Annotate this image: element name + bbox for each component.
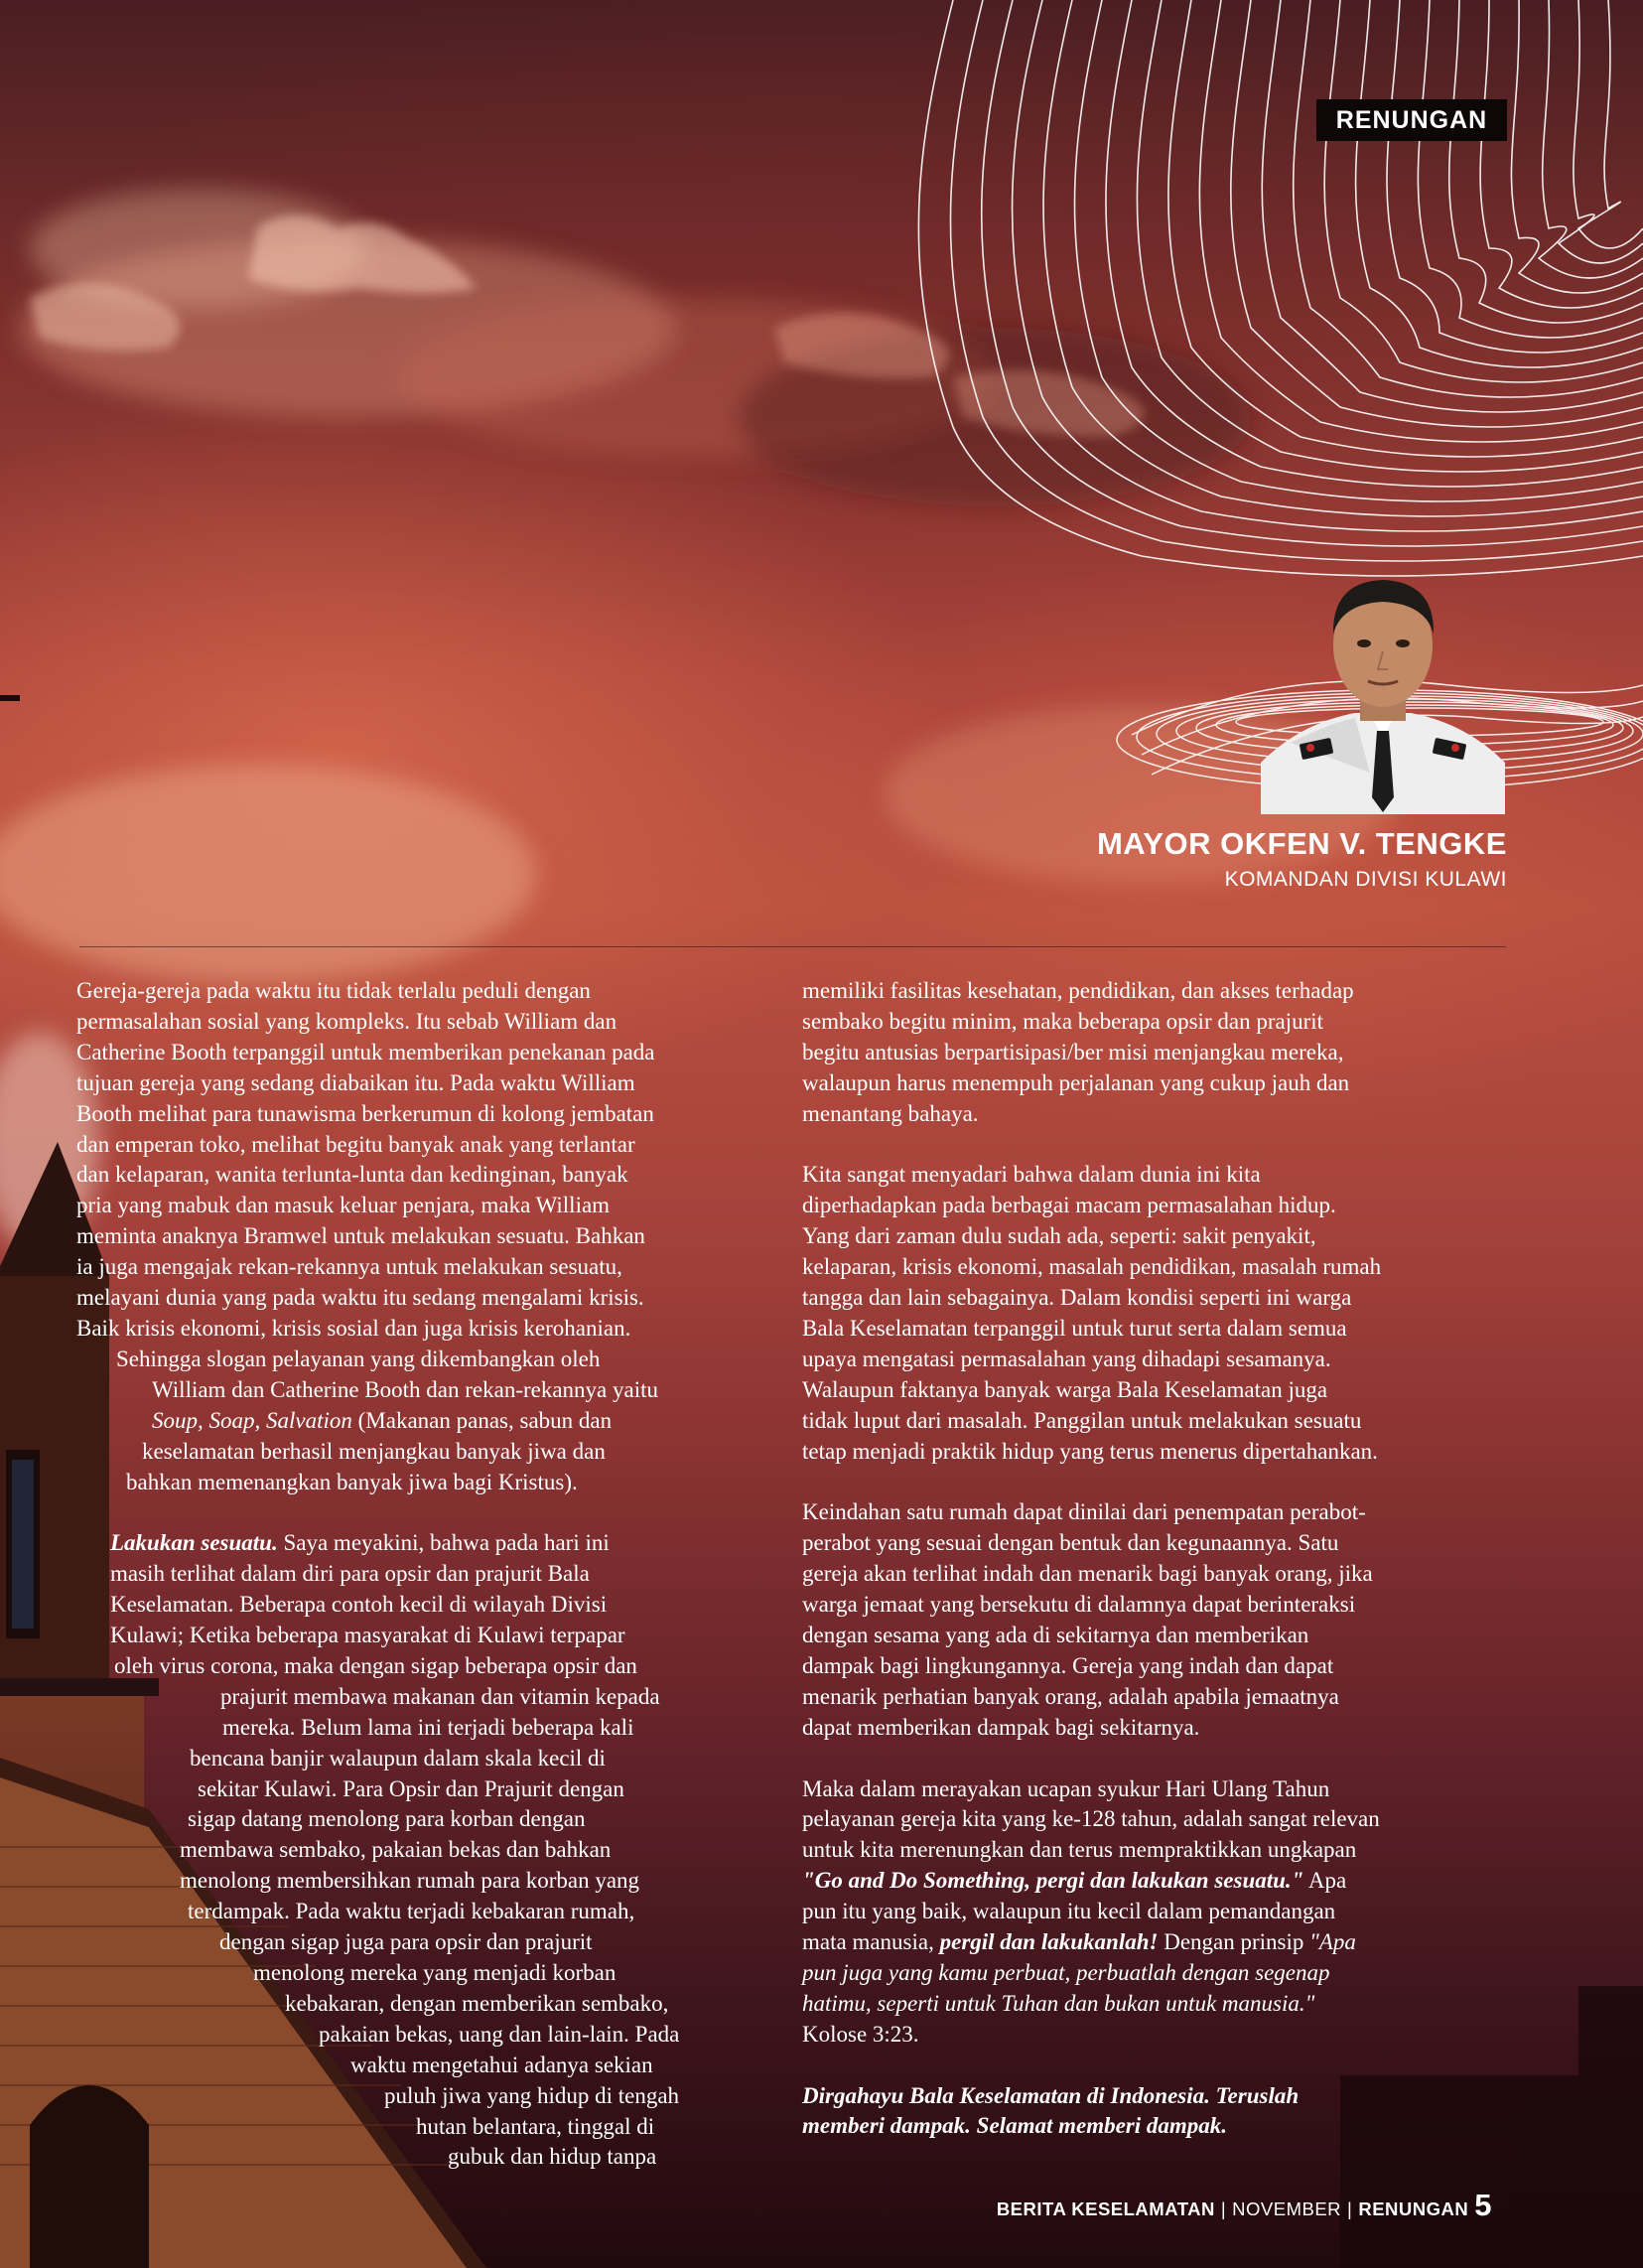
body-text: untuk kita merenungkan dan terus mempraktikkan ungkapan <box>802 1837 1357 1863</box>
body-text: (Makanan panas, sabun dan <box>351 1407 613 1433</box>
body-text: Keselamatan. Beberapa contoh kecil di wilayah Divisi <box>110 1592 608 1618</box>
text-line <box>76 2142 801 2173</box>
body-text: Catherine Booth terpanggil untuk memberikan penekanan pada <box>76 1039 655 1064</box>
article-column-left <box>76 976 801 2173</box>
emphasis-text: Dirgahayu Bala Keselamatan di Indonesia. Teruslah <box>802 2082 1300 2108</box>
paragraph-gap <box>76 1497 801 1528</box>
text-line <box>76 1528 801 1559</box>
body-text: Bala Keselamatan terpanggil untuk turut serta dalam semua <box>802 1315 1347 1341</box>
text-line <box>76 2112 801 2143</box>
body-text: tidak luput dari masalah. Panggilan untuk melakukan sesuatu <box>802 1407 1362 1433</box>
body-text: Keindahan satu rumah dapat dinilai dari penempatan perabot- <box>802 1499 1366 1525</box>
text-line <box>802 1099 1507 1130</box>
text-line <box>76 1375 801 1406</box>
text-line <box>76 1682 801 1713</box>
body-text: Kolose 3:23. <box>802 2021 919 2047</box>
emphasis-text: hatimu, seperti untuk Tuhan dan bukan untuk manusia." <box>802 1990 1315 2016</box>
text-line <box>76 1007 801 1038</box>
body-text: menolong mereka yang menjadi korban <box>253 1959 616 1985</box>
text-line <box>802 1897 1507 1927</box>
body-text: waktu mengetahui adanya sekian <box>350 2052 653 2077</box>
body-text: membawa sembako, pakaian bekas dan bahkan <box>180 1837 612 1863</box>
page-number: 5 <box>1474 2188 1492 2222</box>
text-line <box>76 2020 801 2051</box>
text-line <box>802 1252 1507 1283</box>
text-line <box>802 2111 1507 2142</box>
text-line <box>802 1866 1507 1897</box>
body-text: masih terlihat dalam diri para opsir dan prajurit Bala <box>110 1561 590 1587</box>
body-text: tujuan gereja yang sedang diabaikan itu. Pada waktu William <box>76 1069 635 1095</box>
body-text: Sehingga slogan pelayanan yang dikembangkan oleh <box>116 1346 601 1371</box>
footer-magazine: BERITA KESELAMATAN <box>996 2198 1215 2219</box>
author-role: KOMANDAN DIVISI KULAWI <box>1224 868 1507 891</box>
body-text: Dengan prinsip <box>1158 1929 1310 1955</box>
text-line <box>76 1989 801 2020</box>
emphasis-text: Lakukan sesuatu. <box>110 1530 278 1556</box>
body-text: hutan belantara, tinggal di <box>416 2113 655 2139</box>
body-text: Kulawi; Ketika beberapa masyarakat di Kulawi terpapar <box>110 1623 625 1648</box>
text-line <box>76 1099 801 1130</box>
body-text: terdampak. Pada waktu terjadi kebakaran rumah, <box>188 1899 635 1924</box>
body-text: menolong membersihkan rumah para korban yang <box>180 1868 640 1894</box>
body-text: Apa <box>1303 1868 1347 1894</box>
text-line <box>76 1958 801 1989</box>
text-line <box>802 1160 1507 1191</box>
body-text: keselamatan berhasil menjangkau banyak jiwa dan <box>142 1438 606 1464</box>
body-text: Maka dalam merayakan ucapan syukur Hari Ulang Tahun <box>802 1775 1330 1801</box>
text-line <box>802 2020 1507 2051</box>
body-text: Baik krisis ekonomi, krisis sosial dan juga krisis kerohanian. <box>76 1315 631 1341</box>
paragraph-gap <box>802 1467 1507 1497</box>
text-line <box>802 1191 1507 1221</box>
author-name: MAYOR OKFEN V. TENGKE <box>1096 826 1507 861</box>
footer-separator: | <box>1220 2198 1227 2219</box>
text-line <box>76 1191 801 1221</box>
text-line <box>802 1774 1507 1805</box>
text-line <box>76 1252 801 1283</box>
body-text: dengan sesama yang ada di sekitarnya dan memberikan <box>802 1623 1309 1647</box>
body-text: tetap menjadi praktik hidup yang terus menerus dipertahankan. <box>802 1438 1378 1464</box>
text-line <box>76 2081 801 2112</box>
section-divider <box>79 946 1506 947</box>
body-text: gereja akan terlihat indah dan menarik bagi banyak orang, jika <box>802 1561 1373 1587</box>
text-line <box>76 1897 801 1927</box>
text-line <box>802 1559 1507 1590</box>
emphasis-text: pun juga yang kamu perbuat, perbuatlah dengan segenap <box>802 1959 1330 1985</box>
text-line <box>76 1804 801 1835</box>
body-text: walaupun harus menempuh perjalanan yang cukup jauh dan <box>802 1069 1350 1095</box>
text-line <box>802 1528 1507 1559</box>
body-text: oleh virus corona, maka dengan sigap beberapa opsir dan <box>114 1652 637 1678</box>
body-text: gubuk dan hidup tanpa <box>448 2144 657 2170</box>
body-text: tangga dan lain sebagainya. Dalam kondisi seperti ini warga <box>802 1285 1352 1311</box>
text-line <box>76 1559 801 1590</box>
text-line <box>76 1744 801 1774</box>
text-line <box>76 1130 801 1161</box>
body-text: menarik perhatian banyak orang, adalah apabila jemaatnya <box>802 1683 1339 1709</box>
body-text: diperhadapkan pada berbagai macam permasalahan hidup. <box>802 1193 1336 1218</box>
emphasis-text: "Go and Do Something, pergi dan lakukan sesuatu." <box>802 1868 1304 1894</box>
text-line <box>76 1835 801 1866</box>
text-line <box>76 1283 801 1314</box>
body-text: Kita sangat menyadari bahwa dalam dunia ini kita <box>802 1162 1261 1188</box>
emphasis-text: Soup, Soap, Salvation <box>152 1407 352 1433</box>
body-text: begitu antusias berpartisipasi/ber misi menjangkau mereka, <box>802 1039 1344 1064</box>
paragraph-gap <box>802 1744 1507 1774</box>
text-line <box>802 1437 1507 1468</box>
text-line <box>76 1314 801 1345</box>
body-text: bahkan memenangkan banyak jiwa bagi Kristus). <box>126 1469 578 1494</box>
body-text: melayani dunia yang pada waktu itu sedang mengalami krisis. <box>76 1285 644 1311</box>
page-footer <box>997 2188 1492 2223</box>
body-text: puluh jiwa yang hidup di tengah <box>384 2082 680 2108</box>
body-text: perabot yang sesuai dengan bentuk dan kegunaannya. Satu <box>802 1530 1339 1556</box>
section-tag: RENUNGAN <box>1316 99 1507 141</box>
text-line <box>802 1835 1507 1866</box>
body-text: dan emperan toko, melihat begitu banyak anak yang terlantar <box>76 1131 635 1157</box>
text-line <box>76 1068 801 1099</box>
text-line <box>802 1221 1507 1252</box>
text-line <box>802 1958 1507 1989</box>
body-text: sembako begitu minim, maka beberapa opsir dan prajurit <box>802 1008 1324 1034</box>
body-text: mereka. Belum lama ini terjadi beberapa kali <box>222 1714 634 1740</box>
emphasis-text: pergil dan lakukanlah! <box>939 1929 1159 1955</box>
text-line <box>76 976 801 1007</box>
body-text: prajurit membawa makanan dan vitamin kepada <box>220 1683 660 1709</box>
paragraph-gap <box>802 2051 1507 2081</box>
body-text: dan kelaparan, wanita terlunta-lunta dan kedinginan, banyak <box>76 1162 628 1188</box>
body-text: Booth melihat para tunawisma berkerumun di kolong jembatan <box>76 1100 654 1126</box>
paragraph-gap <box>802 1130 1507 1161</box>
text-line <box>76 2051 801 2081</box>
text-line <box>802 1713 1507 1744</box>
body-text: Yang dari zaman dulu sudah ada, seperti: sakit penyakit, <box>802 1223 1316 1249</box>
text-line <box>76 1160 801 1191</box>
text-line <box>802 1804 1507 1835</box>
text-line <box>76 1437 801 1468</box>
text-line <box>802 1283 1507 1314</box>
body-text: kebakaran, dengan memberikan sembako, <box>285 1990 669 2016</box>
article-column-right <box>802 976 1507 2142</box>
text-line <box>802 1068 1507 1099</box>
body-text: Gereja-gereja pada waktu itu tidak terlalu peduli dengan <box>76 978 591 1003</box>
body-text: sigap datang menolong para korban dengan <box>188 1806 586 1832</box>
text-line <box>802 1345 1507 1375</box>
text-line <box>802 2081 1507 2112</box>
body-text: ia juga mengajak rekan-rekannya untuk melakukan sesuatu, <box>76 1254 622 1280</box>
text-line <box>802 1375 1507 1406</box>
body-text: menantang bahaya. <box>802 1100 979 1126</box>
body-text: meminta anaknya Bramwel untuk melakukan sesuatu. Bahkan <box>76 1223 645 1249</box>
text-line <box>802 1038 1507 1068</box>
text-line <box>76 1345 801 1375</box>
text-line <box>802 1989 1507 2020</box>
body-text: permasalahan sosial yang kompleks. Itu sebab William dan <box>76 1008 617 1034</box>
text-line <box>76 1621 801 1651</box>
text-line <box>76 1590 801 1621</box>
body-text: mata manusia, <box>802 1929 940 1955</box>
text-line <box>802 1007 1507 1038</box>
text-line <box>76 1406 801 1437</box>
body-text: memiliki fasilitas kesehatan, pendidikan, dan akses terhadap <box>802 978 1354 1003</box>
text-line <box>76 1038 801 1068</box>
body-text: pun itu yang baik, walaupun itu kecil dalam pemandangan <box>802 1899 1336 1924</box>
text-line <box>802 1590 1507 1621</box>
text-line <box>802 976 1507 1007</box>
body-text: sekitar Kulawi. Para Opsir dan Prajurit dengan <box>198 1775 624 1801</box>
text-line <box>76 1468 801 1498</box>
body-text: Walaupun faktanya banyak warga Bala Keselamatan juga <box>802 1376 1328 1402</box>
body-text: pakaian bekas, uang dan lain-lain. Pada <box>319 2021 680 2047</box>
body-text: upaya mengatasi permasalahan yang dihadapi sesamanya. <box>802 1346 1331 1371</box>
footer-separator: | <box>1347 2198 1353 2219</box>
text-line <box>802 1314 1507 1345</box>
text-line <box>802 1651 1507 1682</box>
text-line <box>802 1621 1507 1651</box>
body-text: warga jemaat yang bersekutu di dalamnya dapat berinteraksi <box>802 1592 1356 1618</box>
body-text: pelayanan gereja kita yang ke-128 tahun, adalah sangat relevan <box>802 1806 1380 1832</box>
body-text: dengan sigap juga para opsir dan prajurit <box>219 1929 593 1955</box>
text-line <box>802 1682 1507 1713</box>
body-text: kelaparan, krisis ekonomi, masalah pendidikan, masalah rumah <box>802 1254 1382 1280</box>
body-text: William dan Catherine Booth dan rekan-rekannya yaitu <box>152 1376 659 1402</box>
text-line <box>76 1651 801 1682</box>
text-line <box>76 1774 801 1805</box>
emphasis-text: "Apa <box>1309 1929 1356 1955</box>
text-line <box>76 1927 801 1958</box>
text-line <box>76 1221 801 1252</box>
author-photo <box>1261 574 1505 814</box>
body-text: dapat memberikan dampak bagi sekitarnya. <box>802 1714 1200 1740</box>
body-text: pria yang mabuk dan masuk keluar penjara, maka William <box>76 1193 611 1218</box>
footer-month: NOVEMBER <box>1232 2198 1342 2219</box>
body-text: bencana banjir walaupun dalam skala kecil di <box>190 1745 606 1771</box>
text-line <box>802 1927 1507 1958</box>
text-line <box>76 1713 801 1744</box>
footer-section: RENUNGAN <box>1358 2198 1469 2219</box>
body-text: dampak bagi lingkungannya. Gereja yang indah dan dapat <box>802 1652 1334 1678</box>
emphasis-text: memberi dampak. Selamat memberi dampak. <box>802 2113 1228 2139</box>
text-line <box>76 1866 801 1897</box>
body-text: Saya meyakini, bahwa pada hari ini <box>277 1530 610 1556</box>
text-line <box>802 1497 1507 1528</box>
text-line <box>802 1406 1507 1437</box>
